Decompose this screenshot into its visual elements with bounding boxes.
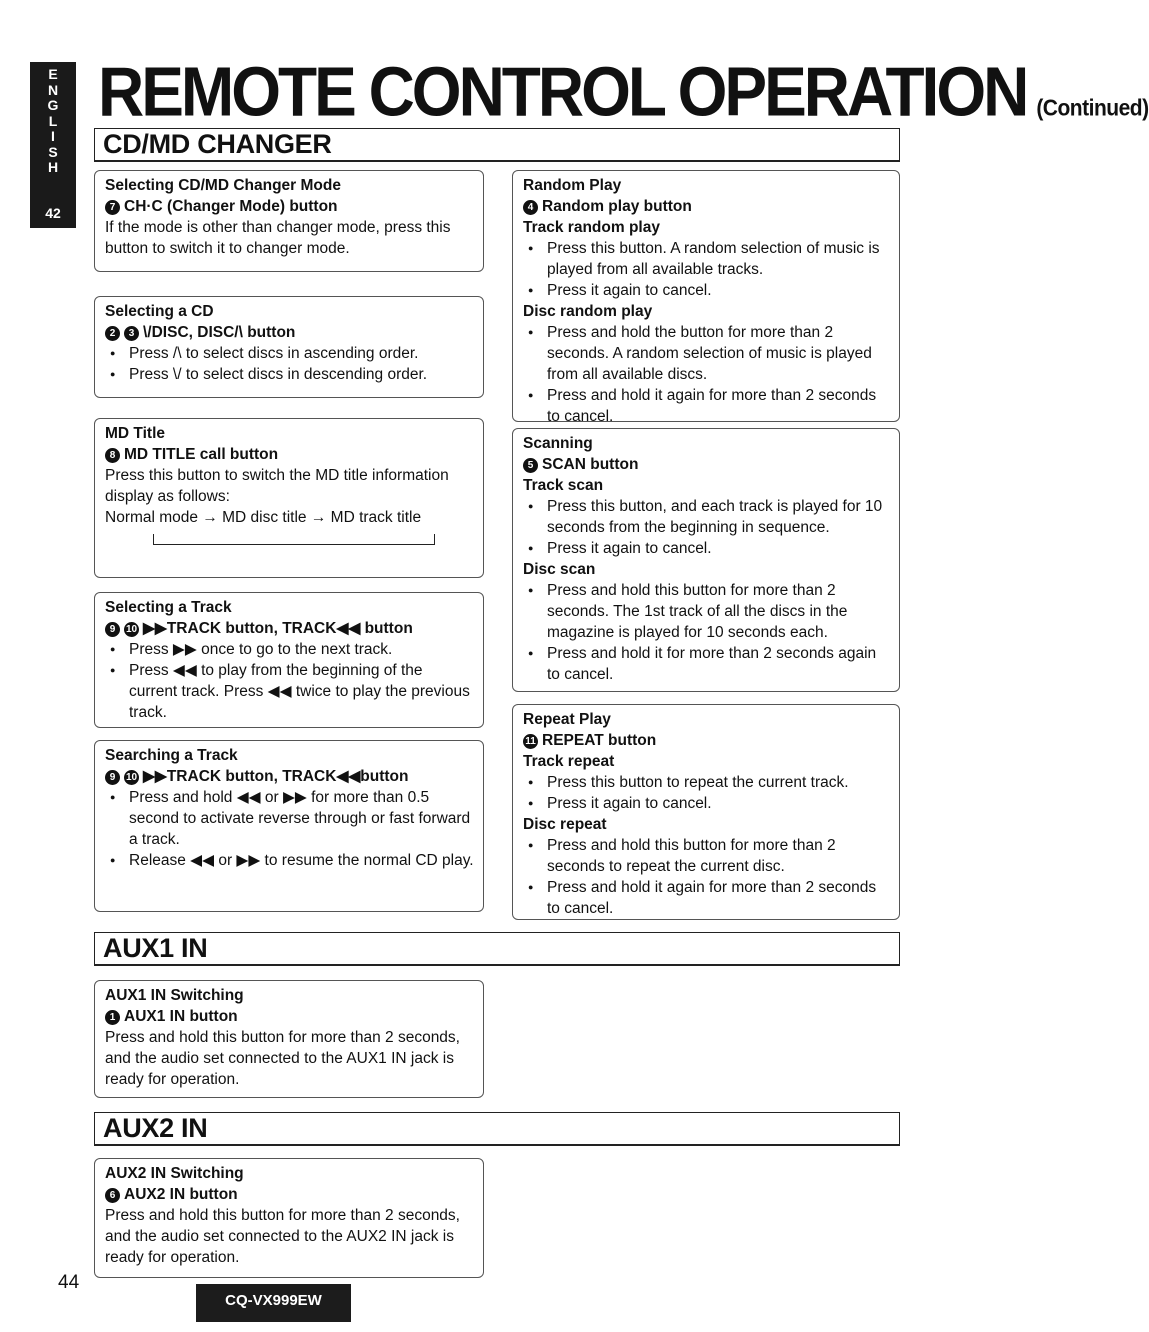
list-item: ● Press and hold this button for more than 2 seconds. The 1st track of all the discs in the magazine is played for 10 seconds each. <box>523 580 891 643</box>
changer-mode-text: If the mode is other than changer mode, press this button to switch it to changer mode. <box>105 219 451 257</box>
list-item: ● Press it again to cancel. <box>523 793 891 814</box>
list-item: ● Press \/ to select discs in descending order. <box>105 364 475 385</box>
language-page-number: 42 <box>45 204 61 221</box>
list-item: ● Press this button. A random selection of music is played from all available tracks. <box>523 238 891 280</box>
scan-button-label: SCAN button <box>542 456 639 473</box>
box-selecting-cd <box>94 296 484 398</box>
title-continued: (Continued) <box>1036 96 1149 122</box>
aux1-button-label: AUX1 IN button <box>124 1008 238 1025</box>
heading-aux2-switching: AUX2 IN Switching <box>105 1165 244 1182</box>
button-number-icon: 5 <box>523 458 538 473</box>
md-title-flow: Normal mode → MD disc title → MD track title <box>105 509 422 526</box>
button-number-icon: 9 <box>105 622 120 637</box>
list-item: ● Press /\ to select discs in ascending order. <box>105 343 475 364</box>
list-item: ● Press it again to cancel. <box>523 538 891 559</box>
box-selecting-track <box>94 592 484 728</box>
button-number-icon: 10 <box>125 772 138 783</box>
list-item: ● Press and hold the button for more than 2 seconds. A random selection of music is played from all available discs. <box>523 322 891 385</box>
heading-searching-track: Searching a Track <box>105 747 238 764</box>
list-item: ● Press and hold it again for more than 2 seconds to cancel. <box>523 385 891 427</box>
list-item: ● Release ◀◀ or ▶▶ to resume the normal CD play. <box>105 850 475 871</box>
box-aux1-switching <box>94 980 484 1098</box>
heading-selecting-cd: Selecting a CD <box>105 303 214 320</box>
section-aux1-in <box>94 932 900 966</box>
language-letters: E N G L I S H <box>47 66 59 175</box>
heading-changer-mode: Selecting CD/MD Changer Mode <box>105 177 341 194</box>
list-item: ● Press ▶▶ once to go to the next track. <box>105 639 475 660</box>
button-number-icon: 6 <box>105 1188 120 1203</box>
button-number-icon: 8 <box>105 448 120 463</box>
title-main: REMOTE CONTROL OPERATION <box>98 53 1027 131</box>
button-number-icon: 2 <box>105 326 120 341</box>
aux2-text: Press and hold this button for more than 2 seconds, and the audio set connected to the AUX2 IN jack is ready for operation. <box>105 1207 460 1266</box>
list-item: ● Press and hold ◀◀ or ▶▶ for more than 0.5 second to activate reverse through or fast forward a track. <box>105 787 475 850</box>
box-changer-mode <box>94 170 484 272</box>
subheading-track-scan: Track scan <box>523 477 604 494</box>
section-title-cdmd: CD/MD CHANGER <box>103 129 332 159</box>
aux2-button-label: AUX2 IN button <box>124 1186 238 1203</box>
button-number-icon: 11 <box>523 734 538 749</box>
heading-scanning: Scanning <box>523 435 593 452</box>
box-searching-track <box>94 740 484 912</box>
language-tab <box>30 62 76 228</box>
md-title-button-label: MD TITLE call button <box>124 446 279 463</box>
button-number-icon: 7 <box>105 200 120 215</box>
button-number-icon: 9 <box>105 770 120 785</box>
button-number-icon: 10 <box>125 624 138 635</box>
flow-return-arrow <box>105 530 475 550</box>
box-repeat-play <box>512 704 900 920</box>
subheading-track-repeat: Track repeat <box>523 753 615 770</box>
subheading-disc-random: Disc random play <box>523 303 653 320</box>
subheading-disc-scan: Disc scan <box>523 561 596 578</box>
heading-repeat-play: Repeat Play <box>523 711 611 728</box>
list-item: ● Press this button to repeat the current track. <box>523 772 891 793</box>
heading-random-play: Random Play <box>523 177 622 194</box>
heading-aux1-switching: AUX1 IN Switching <box>105 987 244 1004</box>
list-item: ● Press it again to cancel. <box>523 280 891 301</box>
box-aux2-switching <box>94 1158 484 1278</box>
box-md-title <box>94 418 484 578</box>
section-aux2-in <box>94 1112 900 1146</box>
model-badge: CQ-VX999EW <box>196 1284 351 1322</box>
list-item: ● Press and hold it for more than 2 seconds again to cancel. <box>523 643 891 685</box>
heading-selecting-track: Selecting a Track <box>105 599 232 616</box>
box-random-play <box>512 170 900 425</box>
section-cdmd-changer <box>94 128 900 162</box>
repeat-button-label: REPEAT button <box>542 732 657 749</box>
button-number-icon: 4 <box>523 200 538 215</box>
disc-button-label: \/DISC, DISC/\ button <box>143 324 296 341</box>
aux1-text: Press and hold this button for more than 2 seconds, and the audio set connected to the AUX1 IN jack is ready for operation. <box>105 1029 460 1088</box>
list-item: ● Press and hold this button for more than 2 seconds to repeat the current disc. <box>523 835 891 877</box>
list-item: ● Press this button, and each track is played for 10 seconds from the beginning in sequence. <box>523 496 891 538</box>
list-item: ● Press ◀◀ to play from the beginning of the current track. Press ◀◀ twice to play the previous track. <box>105 660 475 723</box>
track-button-label: ▶▶TRACK button, TRACK◀◀ button <box>143 620 413 637</box>
page-number: 44 <box>58 1272 80 1293</box>
md-title-text: Press this button to switch the MD title information display as follows: <box>105 467 449 505</box>
button-number-icon: 1 <box>105 1010 120 1025</box>
random-button-label: Random play button <box>542 198 692 215</box>
changer-button-label: CH·C (Changer Mode) button <box>124 198 338 215</box>
heading-md-title: MD Title <box>105 425 165 442</box>
subheading-track-random: Track random play <box>523 219 660 236</box>
section-title-aux2: AUX2 IN <box>103 1113 208 1143</box>
section-title-aux1: AUX1 IN <box>103 933 208 963</box>
button-number-icon: 3 <box>124 326 139 341</box>
search-button-label: ▶▶TRACK button, TRACK◀◀button <box>143 768 409 785</box>
list-item: ● Press and hold it again for more than 2 seconds to cancel. <box>523 877 891 919</box>
box-scanning <box>512 428 900 692</box>
subheading-disc-repeat: Disc repeat <box>523 816 607 833</box>
